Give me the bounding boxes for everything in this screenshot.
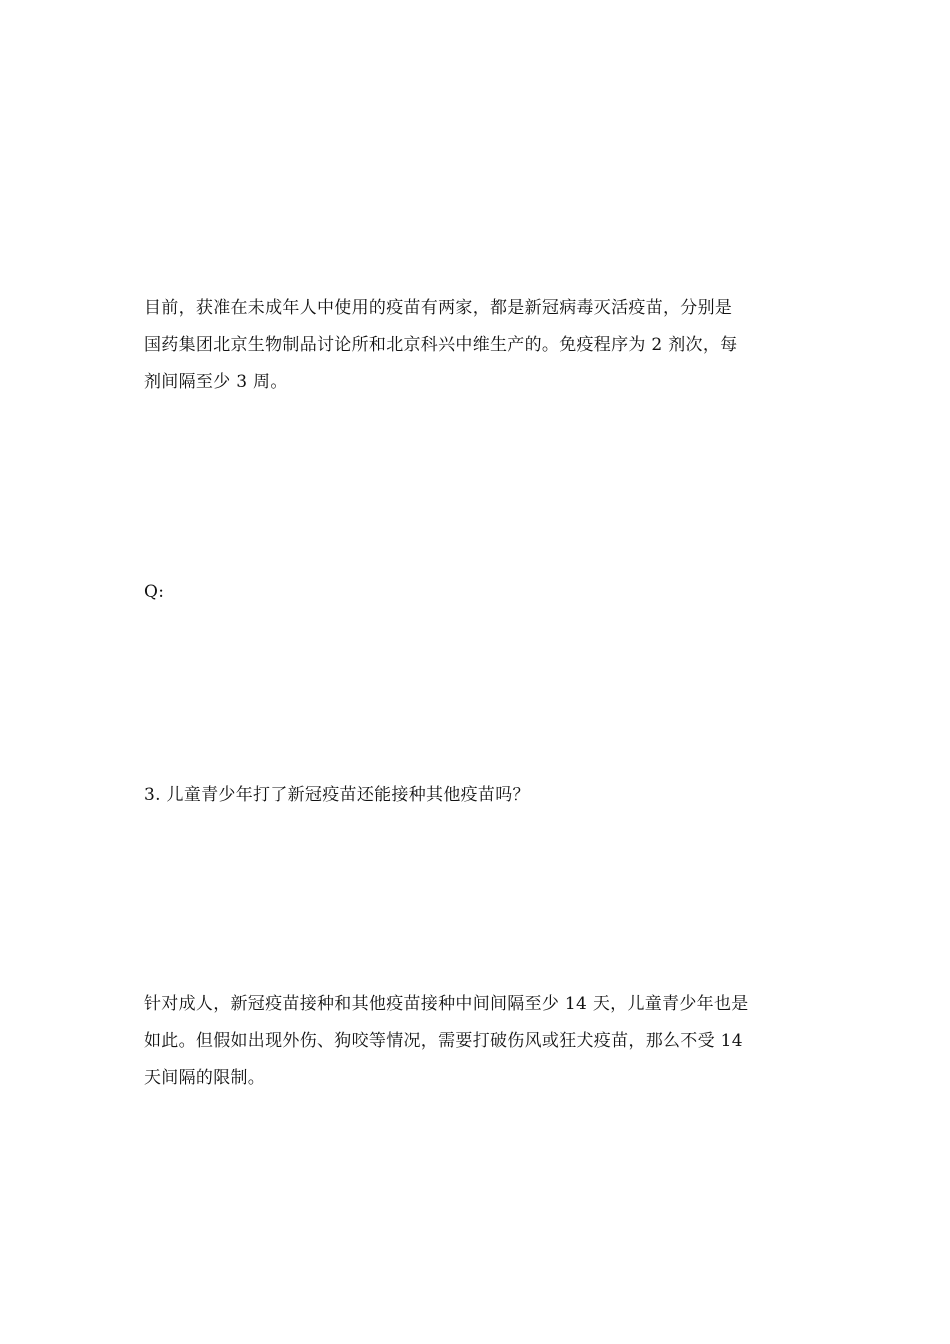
paragraph-vaccine-types [144,290,808,401]
question-3-text: 3. 儿童青少年打了新冠疫苗还能接种其他疫苗吗？ [144,785,530,805]
paragraph-line: 如此。但假如出现外伤、狗咬等情况，需要打破伤风或狂犬疫苗，那么不受 14 [144,1031,743,1051]
paragraph-line: 天间隔的限制。 [144,1068,266,1088]
paragraph-line: 针对成人，新冠疫苗接种和其他疫苗接种中间间隔至少 14 天，儿童青少年也是 [144,994,749,1014]
question-3-heading [144,777,808,814]
paragraph-line: 剂间隔至少 3 周。 [144,372,288,392]
question-label-text: Q: [144,582,165,602]
paragraph-line: 目前，获准在未成年人中使用的疫苗有两家，都是新冠病毒灭活疫苗，分别是 [144,298,733,318]
paragraph-vaccine-interval [144,986,808,1097]
paragraph-line: 国药集团北京生物制品讨论所和北京科兴中维生产的。免疫程序为 2 剂次，每 [144,335,738,355]
question-label [144,574,808,611]
